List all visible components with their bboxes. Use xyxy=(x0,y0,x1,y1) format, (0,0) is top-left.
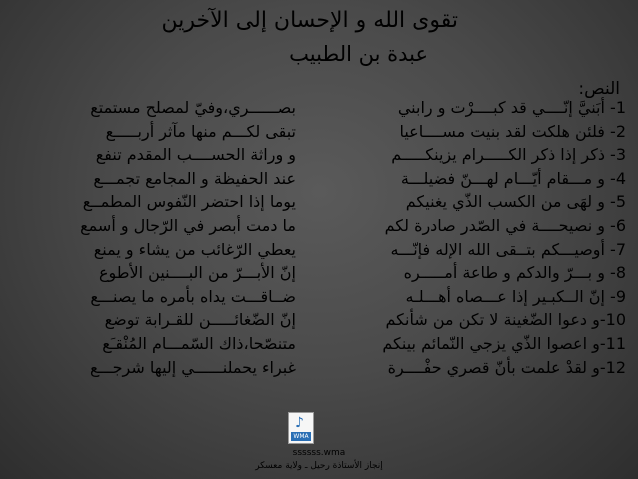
verse-second-hemistich: بصــــــري،وفيّ لمصلح مستمتع xyxy=(90,98,296,117)
verse-first-hemistich: 6- و نصيحــــة في الصّدر صادرة لكم xyxy=(384,215,626,235)
verse-first-hemistich: 4- و مـــقام أيّـــام لهـــنّ فضيلـــة xyxy=(400,168,626,188)
verse-row xyxy=(12,167,626,191)
audio-format-label: WMA xyxy=(291,432,311,441)
verse-second-hemistich: ضــاقـــت يداه بأمره ما يصنـــع xyxy=(90,286,296,306)
verse-second-hemistich: عند الحفيظة و المجامع تجمـــع xyxy=(93,168,296,188)
verse-first-hemistich: 7- أوصيـــكم بتــقى الله الإله فإنّـــه xyxy=(390,239,626,259)
verse-second-hemistich: غبراء يحملنــــــي إليها شرجـــع xyxy=(90,357,296,377)
verse-second-hemistich: تبقى لكـــم منها مآثر أربـــــع xyxy=(105,121,296,141)
text-label: النص: xyxy=(578,79,620,99)
verse-row xyxy=(12,261,626,285)
author-name: عبدة بن الطبيب xyxy=(289,42,428,66)
audio-filename[interactable]: ssssss.wma xyxy=(292,448,346,458)
verse-first-hemistich: 1- أبَنيَّ إنّــــي قد كبــــرْت و رابني xyxy=(397,98,626,117)
verse-row xyxy=(12,356,626,380)
verse-first-hemistich: 10-و دعوا الضّغينة لا تكن من شأنكم xyxy=(385,310,626,330)
verse-first-hemistich: 2- فلئن هلكت لقد بنيت مســــاعيا xyxy=(399,121,626,141)
verse-row xyxy=(12,190,626,214)
verse-first-hemistich: 3- ذكر إذا ذكر الكـــــرام يزينكـــــم xyxy=(391,145,626,165)
credit-text: إنجاز الأستاذة رحيل ـ ولاية معسكر xyxy=(255,461,383,471)
audio-file-icon[interactable] xyxy=(288,412,314,444)
verse-row xyxy=(12,332,626,356)
verse-row xyxy=(12,120,626,144)
verse-first-hemistich: 9- إنّ الــكبـير إذا عـــصاه أهـــلـه xyxy=(405,286,626,306)
verse-second-hemistich: إنّ الضّغائـــــن للقـرابة توضع xyxy=(104,310,296,330)
verse-second-hemistich: متنصّحا،ذاك السّمـــام المُنْقـَع xyxy=(102,333,296,353)
verse-row xyxy=(12,214,626,238)
verse-second-hemistich: إنّ الأبـــرّ من البــــنين الأطوع xyxy=(98,263,296,283)
poem xyxy=(12,96,626,379)
verse-first-hemistich: 5- و لهَى من الكسب الذّي يغنيكم xyxy=(405,192,626,212)
verse-row xyxy=(12,308,626,332)
verse-row xyxy=(12,143,626,167)
verse-first-hemistich: 8- و بـــرّ والدكم و طاعة أمـــــره xyxy=(403,263,626,283)
verse-second-hemistich: يوما إذا احتضر النّفوس المطمــع xyxy=(82,192,296,212)
verse-row xyxy=(12,238,626,262)
verse-second-hemistich: و وراثة الحســــب المقدم تنفع xyxy=(95,145,296,165)
verse-row xyxy=(12,96,626,120)
verse-row xyxy=(12,285,626,309)
slide-title: تقوى الله و الإحسان إلى الآخرين xyxy=(161,8,458,33)
verse-second-hemistich: ما دمت أبصر في الرّجال و أسمع xyxy=(80,215,296,235)
music-note-icon: ♪ xyxy=(295,415,304,431)
verse-first-hemistich: 12-و لقدْ علمت بأنّ قصري حفْــــرة xyxy=(387,357,626,377)
verse-second-hemistich: يعطي الرّغائب من يشاء و يمنع xyxy=(93,239,296,259)
verse-first-hemistich: 11-و اعصوا الذّي يزجي النّمائم بينكم xyxy=(382,333,626,353)
